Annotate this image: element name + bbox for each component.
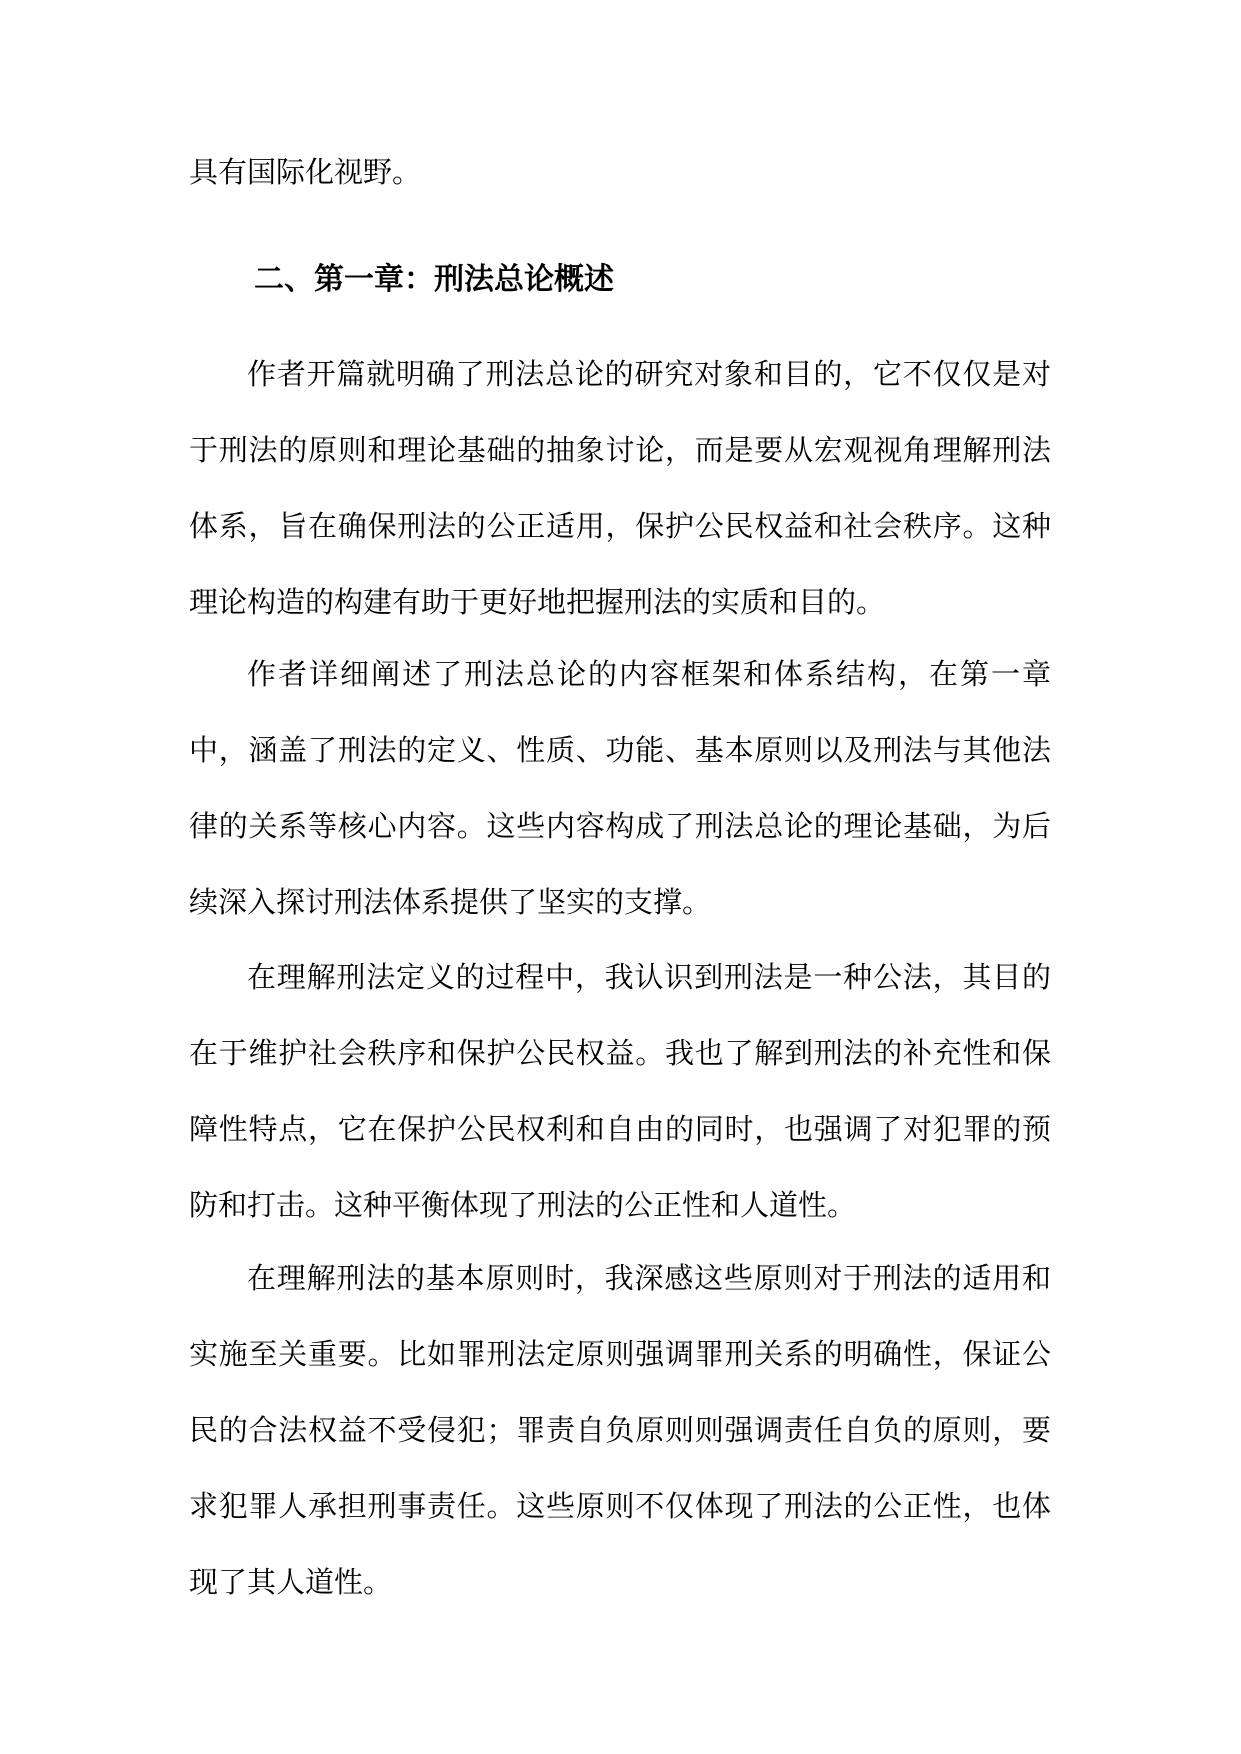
lead-line: 具有国际化视野。 [189, 155, 422, 189]
body-paragraph-2: 作者详细阐述了刑法总论的内容框架和体系结构，在第一章中，涵盖了刑法的定义、性质、功能、基本原则以及刑法与其他法律的关系等核心内容。这些内容构成了刑法总论的理论基础，为后续深入探讨刑法体系提供了坚实的支撑。 [189, 657, 1051, 919]
body-paragraph-1: 作者开篇就明确了刑法总论的研究对象和目的，它不仅仅是对于刑法的原则和理论基础的抽象讨论，而是要从宏观视角理解刑法体系，旨在确保刑法的公正适用，保护公民权益和社会秩序。这种理论构造的构建有助于更好地把握刑法的实质和目的。 [189, 357, 1051, 619]
body-paragraph-4: 在理解刑法的基本原则时，我深感这些原则对于刑法的适用和实施至关重要。比如罪刑法定原则强调罪刑关系的明确性，保证公民的合法权益不受侵犯；罪责自负原则则强调责任自负的原则，要求犯罪人承担刑事责任。这些原则不仅体现了刑法的公正性，也体现了其人道性。 [189, 1261, 1051, 1599]
section-heading: 二、第一章：刑法总论概述 [254, 262, 614, 297]
body-paragraph-3: 在理解刑法定义的过程中，我认识到刑法是一种公法，其目的在于维护社会秩序和保护公民权益。我也了解到刑法的补充性和保障性特点，它在保护公民权利和自由的同时，也强调了对犯罪的预防和打击。这种平衡体现了刑法的公正性和人道性。 [189, 960, 1051, 1222]
